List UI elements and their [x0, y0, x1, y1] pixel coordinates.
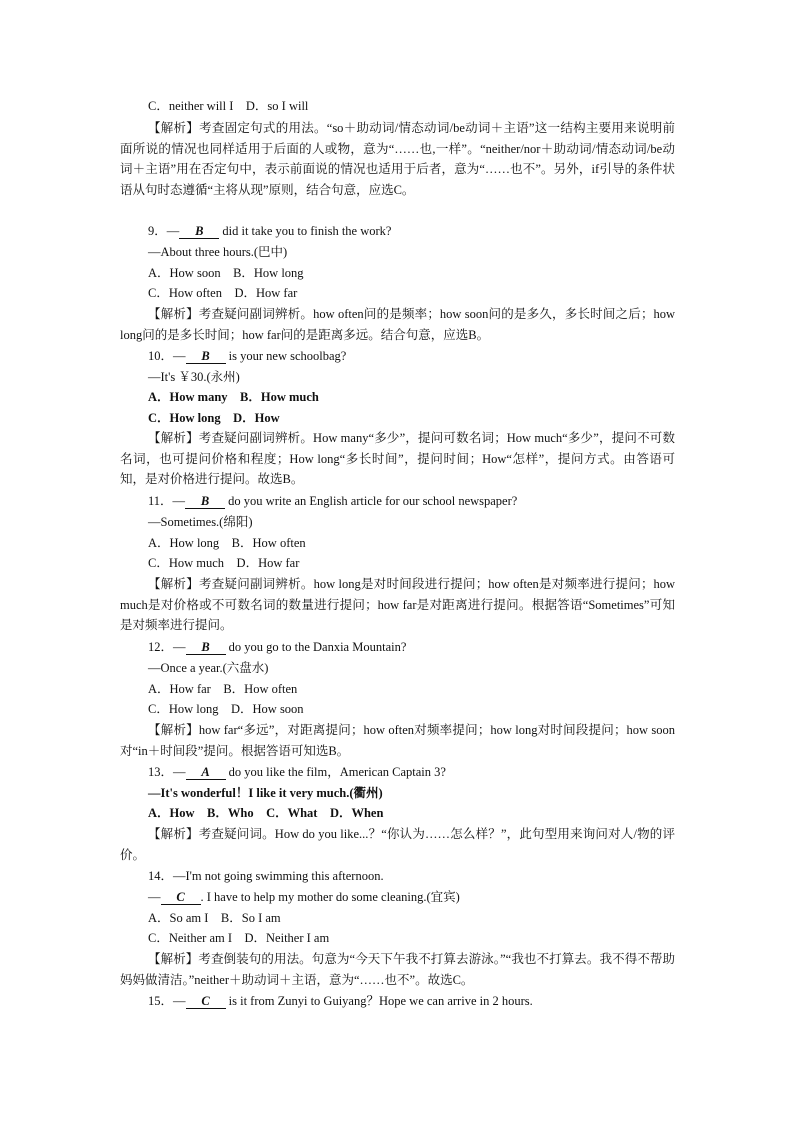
- q12-reply: —Once a year.(六盘水): [148, 661, 269, 675]
- q13-answer-blank: A: [186, 765, 226, 780]
- q13-text: do you like the film，American Captain 3?: [228, 765, 446, 779]
- q14-options-ab: A．So am I B．So I am: [148, 911, 281, 925]
- q11-reply: —Sometimes.(绵阳): [148, 515, 253, 529]
- q12-options-ab: A．How far B．How often: [148, 682, 298, 696]
- q12-text: do you go to the Danxia Mountain?: [228, 640, 407, 654]
- q14-reply: [148, 889, 460, 905]
- q10-options-ab: A．How many B．How much: [148, 390, 319, 404]
- q9-answer-blank: B: [179, 224, 219, 239]
- q13-reply: —It's wonderful！I like it very much.(衢州): [148, 786, 383, 800]
- q14-dash: —: [148, 890, 161, 904]
- q10-text: is your new schoolbag?: [228, 349, 347, 363]
- q14-options-cd: C．Neither am I D．Neither I am: [148, 931, 330, 945]
- q12-question: [148, 639, 406, 655]
- q11-options-cd: C．How much D．How far: [148, 556, 300, 570]
- q15-text: is it from Zunyi to Guiyang？Hope we can arrive in 2 hours.: [228, 994, 533, 1008]
- q14-analysis: 【解析】考查倒装句的用法。句意为“今天下午我不打算去游泳。”“我也不打算去。我不得不帮助妈妈做清洁。”neither＋助动词＋主语，意为“……也不”。故选C。: [120, 952, 675, 987]
- q9-options-cd: C．How often D．How far: [148, 286, 298, 300]
- q11-number: 11．—: [148, 494, 186, 508]
- q13-analysis: 【解析】考查疑问词。How do you like...？“你认为……怎么样？”，此句型用来询问对人/物的评价。: [120, 827, 675, 862]
- q9-number: 9．—: [148, 224, 180, 238]
- q9-analysis: 【解析】考查疑问副词辨析。how often问的是频率；how soon问的是多久，多长时间之后；how long问的是多长时间；how far问的是距离多远。结合句意，应选B。: [120, 307, 675, 342]
- q12-answer-blank: B: [186, 640, 226, 655]
- q13-question: [148, 764, 446, 780]
- q14-reply-text: . I have to help my mother do some cleaning.(宜宾): [200, 890, 460, 904]
- q10-question: [148, 348, 346, 364]
- q15-answer-blank: C: [186, 994, 226, 1009]
- q11-text: do you write an English article for our school newspaper?: [228, 494, 518, 508]
- q9-reply: —About three hours.(巴中): [148, 245, 288, 259]
- q10-number: 10．—: [148, 349, 186, 363]
- q9-question: [148, 223, 391, 239]
- q13-options: A．How B．Who C．What D．When: [148, 806, 384, 820]
- q11-question: [148, 493, 517, 509]
- q11-options-ab: A．How long B．How often: [148, 536, 306, 550]
- q12-number: 12．—: [148, 640, 186, 654]
- q12-analysis: 【解析】how far“多远”，对距离提问；how often对频率提问；how long对时间段提问；how soon对“in＋时间段”提问。根据答语可知选B。: [120, 723, 675, 758]
- q14-question: 14．—I'm not going swimming this afternoon.: [148, 869, 384, 883]
- q9-text: did it take you to finish the work?: [222, 224, 392, 238]
- q11-answer-blank: B: [185, 494, 225, 509]
- q10-options-cd: C．How long D．How: [148, 411, 280, 425]
- q14-answer-blank: C: [161, 890, 201, 905]
- q10-answer-blank: B: [186, 349, 226, 364]
- q13-number: 13．—: [148, 765, 186, 779]
- q10-analysis: 【解析】考查疑问副词辨析。How many“多少”，提问可数名词；How much“多少”，提问不可数名词，也可提问价格和程度；How long“多长时间”，提问时间；How“怎样”，提问方式。由答语可知，是对价格进行提问。故选B。: [120, 431, 675, 487]
- q11-analysis: 【解析】考查疑问副词辨析。how long是对时间段进行提问；how often是对频率进行提问；how much是对价格或不可数名词的数量进行提问；how far是对距离进行提问。根据答语“Sometimes”可知是对频率进行提问。: [120, 577, 675, 633]
- q12-options-cd: C．How long D．How soon: [148, 702, 304, 716]
- q9-options-ab: A．How soon B．How long: [148, 266, 304, 280]
- q15-number: 15．—: [148, 994, 186, 1008]
- q15-question: [148, 993, 533, 1009]
- q8-options-cd: C．neither will I D．so I will: [148, 99, 309, 113]
- q10-reply: —It's ￥30.(永州): [148, 370, 240, 384]
- q8-analysis: 【解析】考查固定句式的用法。“so＋助动词/情态动词/be动词＋主语”这一结构主要用来说明前面所说的情况也同样适用于后面的人或物，意为“……也,一样”。“neither/nor＋助动词/情态动词/be动词＋主语”用在否定句中，表示前面说的情况也适用于后者，意为“……也不”。另外，if引导的条件状语从句时态遵循“主将从现”原则，结合句意，应选C。: [120, 121, 675, 198]
